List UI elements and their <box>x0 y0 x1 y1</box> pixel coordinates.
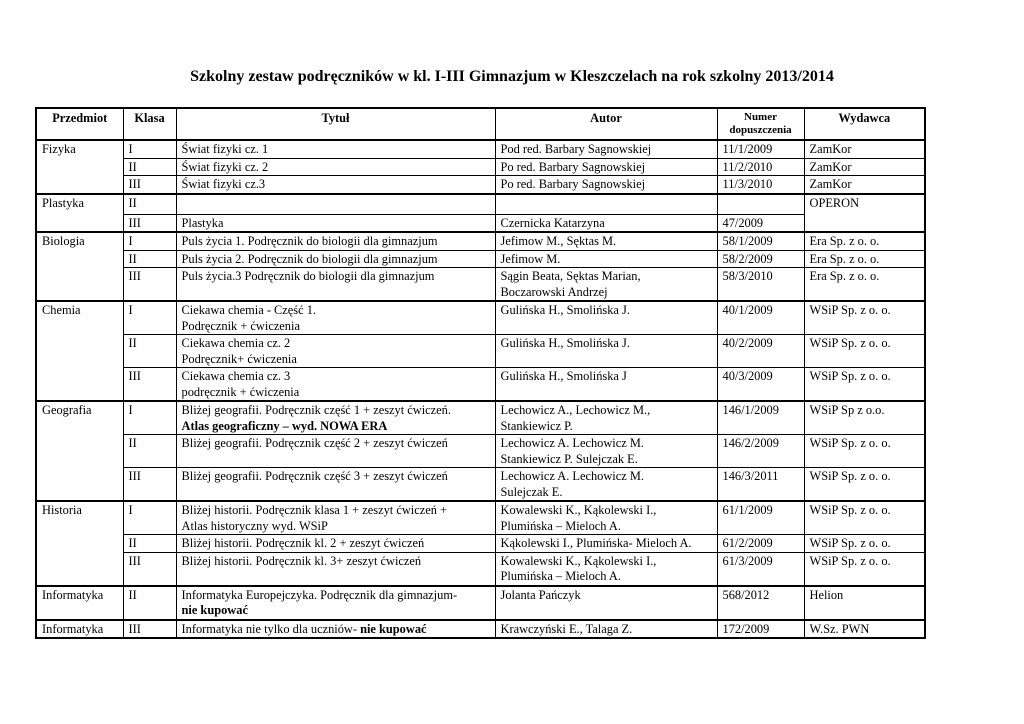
klasa-cell: III <box>123 620 176 639</box>
autor-line: Sągin Beata, Sęktas Marian, <box>500 269 641 283</box>
tytul-cell <box>176 620 495 639</box>
klasa-cell: I <box>123 301 176 335</box>
tytul-text-bold: nie kupować <box>360 621 427 636</box>
autor-line: Plumińska – Mieloch A. <box>500 518 621 533</box>
tytul-cell: Puls życia 2. Podręcznik do biologii dla gimnazjum <box>176 250 495 268</box>
table-row <box>36 176 925 194</box>
numer-cell: 58/1/2009 <box>717 232 804 250</box>
tytul-text: Informatyka nie tylko dla uczniów- <box>181 621 361 636</box>
autor-line: Stankiewicz P. <box>500 418 573 433</box>
wydawca-cell: WSiP Sp. z o. o. <box>804 552 925 586</box>
klasa-cell: III <box>123 214 176 232</box>
header-przedmiot: Przedmiot <box>36 108 123 140</box>
header-row <box>36 108 925 140</box>
autor-cell <box>495 552 717 586</box>
wydawca-cell: WSiP Sp. z o. o. <box>804 535 925 553</box>
autor-cell: Krawczyński E., Talaga Z. <box>495 620 717 639</box>
tytul-cell: Świat fizyki cz. 2 <box>176 158 495 176</box>
numer-cell: 146/1/2009 <box>717 401 804 435</box>
autor-line: Boczarowski Andrzej <box>500 284 608 299</box>
tytul-cell <box>176 586 495 620</box>
subject-cell: Chemia <box>36 301 123 401</box>
klasa-cell: II <box>123 435 176 468</box>
klasa-cell: III <box>123 268 176 302</box>
autor-cell <box>495 194 717 215</box>
wydawca-cell: ZamKor <box>804 158 925 176</box>
klasa-cell: II <box>123 194 176 215</box>
wydawca-cell: Era Sp. z o. o. <box>804 232 925 250</box>
table-row <box>36 552 925 586</box>
wydawca-cell: W.Sz. PWN <box>804 620 925 639</box>
numer-cell: 146/3/2011 <box>717 468 804 502</box>
tytul-cell: Puls życia.3 Podręcznik do biologii dla gimnazjum <box>176 268 495 302</box>
tytul-line: Ciekawa chemia - Część 1. <box>181 303 317 317</box>
textbook-table <box>35 107 926 639</box>
tytul-cell: Bliżej geografii. Podręcznik część 3 + zeszyt ćwiczeń <box>176 468 495 502</box>
table-row <box>36 535 925 553</box>
header-wydawca: Wydawca <box>804 108 925 140</box>
tytul-line: podręcznik + ćwiczenia <box>181 384 300 399</box>
wydawca-cell: WSiP Sp. z o. o. <box>804 301 925 335</box>
numer-cell: 58/3/2010 <box>717 268 804 302</box>
table-row <box>36 335 925 368</box>
header-autor: Autor <box>495 108 717 140</box>
numer-cell: 568/2012 <box>717 586 804 620</box>
autor-cell: Jolanta Pańczyk <box>495 586 717 620</box>
wydawca-cell: WSiP Sp. z o. o. <box>804 501 925 535</box>
tytul-cell <box>176 335 495 368</box>
numer-cell: 40/3/2009 <box>717 368 804 402</box>
table-row <box>36 158 925 176</box>
klasa-cell: I <box>123 401 176 435</box>
table-row <box>36 620 925 639</box>
table-row <box>36 586 925 620</box>
klasa-cell: III <box>123 176 176 194</box>
table-row <box>36 250 925 268</box>
numer-cell: 172/2009 <box>717 620 804 639</box>
table-row <box>36 435 925 468</box>
table-row <box>36 468 925 502</box>
autor-cell: Gulińska H., Smolińska J <box>495 368 717 402</box>
table-row <box>36 301 925 335</box>
subject-cell: Fizyka <box>36 140 123 194</box>
tytul-cell <box>176 368 495 402</box>
autor-cell: Pod red. Barbary Sagnowskiej <box>495 140 717 158</box>
numer-cell: 61/2/2009 <box>717 535 804 553</box>
klasa-cell: II <box>123 250 176 268</box>
klasa-cell: II <box>123 586 176 620</box>
klasa-cell: I <box>123 140 176 158</box>
autor-cell <box>495 435 717 468</box>
tytul-line: Bliżej geografii. Podręcznik część 1 + zeszyt ćwiczeń. <box>181 403 451 417</box>
wydawca-cell: WSiP Sp. z o. o. <box>804 435 925 468</box>
wydawca-cell: Era Sp. z o. o. <box>804 250 925 268</box>
subject-cell: Geografia <box>36 401 123 501</box>
numer-cell: 11/2/2010 <box>717 158 804 176</box>
autor-line: Plumińska – Mieloch A. <box>500 569 621 583</box>
wydawca-cell <box>804 214 925 232</box>
autor-cell: Jefimow M. <box>495 250 717 268</box>
tytul-cell: Puls życia 1. Podręcznik do biologii dla gimnazjum <box>176 232 495 250</box>
wydawca-cell: OPERON <box>804 194 925 215</box>
tytul-line-bold: Atlas geograficzny – wyd. NOWA ERA <box>181 418 388 433</box>
autor-cell <box>495 468 717 502</box>
autor-line: Lechowicz A. Lechowicz M. <box>500 469 644 483</box>
tytul-line: Bliżej historii. Podręcznik klasa 1 + zeszyt ćwiczeń + <box>181 503 447 517</box>
klasa-cell: I <box>123 501 176 535</box>
autor-line: Kowalewski K., Kąkolewski I., <box>500 553 657 568</box>
subject-cell: Historia <box>36 501 123 586</box>
tytul-line: Podręcznik + ćwiczenia <box>181 318 300 333</box>
page-title: Szkolny zestaw podręczników w kl. I-III Gimnazjum w Kleszczelach na rok szkolny 2013/2014 <box>190 68 834 85</box>
numer-cell: 40/2/2009 <box>717 335 804 368</box>
autor-cell: Czernicka Katarzyna <box>495 214 717 232</box>
klasa-cell: II <box>123 335 176 368</box>
autor-line: Lechowicz A. Lechowicz M. <box>500 436 644 450</box>
autor-cell <box>495 401 717 435</box>
numer-cell: 58/2/2009 <box>717 250 804 268</box>
autor-cell <box>495 268 717 302</box>
tytul-line: Podręcznik+ ćwiczenia <box>181 351 297 366</box>
header-numer-line-2: dopuszczenia <box>729 124 792 136</box>
klasa-cell: II <box>123 158 176 176</box>
wydawca-cell: ZamKor <box>804 140 925 158</box>
numer-cell: 146/2/2009 <box>717 435 804 468</box>
table-row <box>36 232 925 250</box>
autor-line: Lechowicz A., Lechowicz M., <box>500 403 651 417</box>
tytul-line: Informatyka Europejczyka. Podręcznik dla gimnazjum- <box>181 587 458 602</box>
tytul-cell: Świat fizyki cz.3 <box>176 176 495 194</box>
wydawca-cell: WSiP Sp. z o. o. <box>804 368 925 402</box>
autor-cell: Po red. Barbary Sagnowskiej <box>495 158 717 176</box>
autor-cell <box>495 501 717 535</box>
tytul-line-bold: nie kupować <box>181 603 248 617</box>
header-numer <box>717 108 804 140</box>
klasa-cell: III <box>123 552 176 586</box>
table-row <box>36 368 925 402</box>
numer-cell: 61/3/2009 <box>717 552 804 586</box>
autor-cell: Gulińska H., Smolińska J. <box>495 335 717 368</box>
tytul-line: Ciekawa chemia cz. 2 <box>181 336 291 350</box>
wydawca-cell: WSiP Sp. z o. o. <box>804 468 925 502</box>
wydawca-cell: WSiP Sp z o.o. <box>804 401 925 435</box>
wydawca-cell: ZamKor <box>804 176 925 194</box>
tytul-cell: Plastyka <box>176 214 495 232</box>
tytul-line: Ciekawa chemia cz. 3 <box>181 369 291 383</box>
tytul-cell: Świat fizyki cz. 1 <box>176 140 495 158</box>
numer-cell: 61/1/2009 <box>717 501 804 535</box>
wydawca-cell: Era Sp. z o. o. <box>804 268 925 302</box>
subject-cell: Informatyka <box>36 586 123 620</box>
autor-cell: Gulińska H., Smolińska J. <box>495 301 717 335</box>
tytul-cell <box>176 194 495 215</box>
numer-cell: 40/1/2009 <box>717 301 804 335</box>
autor-line: Stankiewicz P. Sulejczak E. <box>500 451 638 466</box>
table-row <box>36 194 925 215</box>
klasa-cell: I <box>123 232 176 250</box>
subject-cell: Plastyka <box>36 194 123 233</box>
tytul-cell: Bliżej geografii. Podręcznik część 2 + zeszyt ćwiczeń <box>176 435 495 468</box>
tytul-line: Atlas historyczny wyd. WSiP <box>181 518 328 533</box>
numer-cell <box>717 194 804 215</box>
tytul-cell: Bliżej historii. Podręcznik kl. 3+ zeszyt ćwiczeń <box>176 552 495 586</box>
header-tytul: Tytuł <box>176 108 495 140</box>
wydawca-cell: WSiP Sp. z o. o. <box>804 335 925 368</box>
wydawca-cell: Helion <box>804 586 925 620</box>
header-numer-line-1: Numer <box>744 111 777 123</box>
table-row <box>36 401 925 435</box>
klasa-cell: III <box>123 468 176 502</box>
klasa-cell: II <box>123 535 176 553</box>
table-row <box>36 214 925 232</box>
table-row <box>36 501 925 535</box>
autor-cell: Kąkolewski I., Plumińska- Mieloch A. <box>495 535 717 553</box>
tytul-cell <box>176 401 495 435</box>
autor-cell: Jefimow M., Sęktas M. <box>495 232 717 250</box>
tytul-cell <box>176 501 495 535</box>
tytul-cell <box>176 301 495 335</box>
numer-cell: 11/3/2010 <box>717 176 804 194</box>
klasa-cell: III <box>123 368 176 402</box>
subject-cell: Biologia <box>36 232 123 301</box>
subject-cell: Informatyka <box>36 620 123 639</box>
table-row <box>36 140 925 158</box>
numer-cell: 11/1/2009 <box>717 140 804 158</box>
tytul-cell: Bliżej historii. Podręcznik kl. 2 + zeszyt ćwiczeń <box>176 535 495 553</box>
header-klasa: Klasa <box>123 108 176 140</box>
autor-line: Sulejczak E. <box>500 484 563 499</box>
table-row <box>36 268 925 302</box>
autor-line: Kowalewski K., Kąkolewski I., <box>500 503 657 517</box>
autor-cell: Po red. Barbary Sagnowskiej <box>495 176 717 194</box>
numer-cell: 47/2009 <box>717 214 804 232</box>
